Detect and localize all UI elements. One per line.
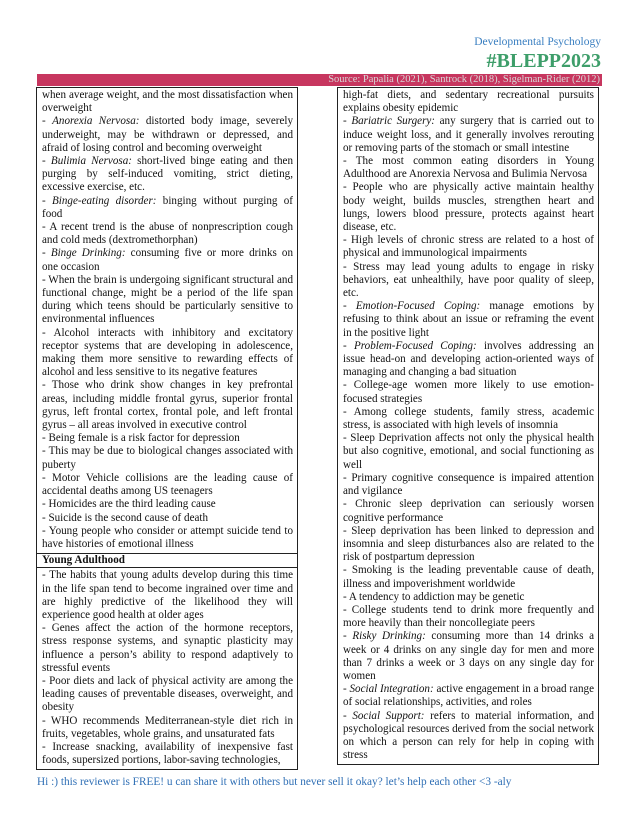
note-text: - The most common eating disorders in Young Adulthood are Anorexia Nervosa and Bulimia Nervosa (343, 155, 594, 181)
note-text: high-fat diets, and sedentary recreational pursuits explains obesity epidemic (343, 89, 594, 115)
note-term: Anorexia Nervosa: (52, 115, 140, 128)
note-item (42, 445, 293, 471)
note-text: - Young people who consider or attempt suicide tend to have histories of emotional illness (42, 524, 293, 550)
note-text: - WHO recommends Mediterranean-style diet rich in fruits, vegetables, whole grains, and unsaturated fats (42, 714, 293, 740)
note-text: short-lived binge eating and then purging by self-induced vomiting, strict dieting, excessive exercise, etc. (42, 155, 293, 194)
note-item (343, 261, 594, 301)
note-bullet: - (42, 115, 53, 128)
note-bullet: - (343, 709, 353, 722)
note-text: - Genes affect the action of the hormone receptors, stress response systems, and synaptic plasticity may influence a person’s ability to respond adaptively to stressful events (42, 622, 293, 674)
note-item (343, 432, 594, 472)
note-item (343, 564, 594, 590)
note-item (343, 181, 594, 234)
note-item (343, 115, 594, 155)
note-text: - Motor Vehicle collisions are the leading cause of accidental deaths among US teenagers (42, 471, 293, 498)
note-item (42, 512, 293, 525)
subject-title: Developmental Psychology (474, 36, 601, 48)
note-item (343, 683, 594, 709)
note-text: binging without purging of food (42, 194, 294, 220)
right-column (337, 87, 599, 765)
note-item (42, 221, 293, 247)
note-text: - Increase snacking, availability of inexpensive fast foods, supersized portions, labor-saving technologies, (42, 740, 293, 767)
note-text: - Stress may lead young adults to engage in risky behaviors, eat unhealthily, have poor quality of sleep, etc. (343, 260, 594, 300)
note-item (42, 379, 293, 432)
note-item (343, 234, 594, 260)
note-item (42, 89, 293, 115)
note-item (42, 675, 293, 715)
right-section (338, 88, 598, 764)
note-term: Problem-Focused Coping: (353, 339, 477, 352)
note-text: any surgery that is carried out to induce weight loss, and it generally involves rerouting or removing parts of the stomach or small intestine (343, 115, 595, 154)
note-item (42, 715, 293, 741)
note-item (42, 432, 293, 445)
note-item (42, 155, 293, 195)
note-item (343, 525, 594, 565)
note-text: distorted body image, severely underweight, may be withdrawn or depressed, and afraid of losing control and becoming overweight (42, 115, 293, 154)
note-term: Risky Drinking: (352, 630, 426, 643)
note-text: - College students tend to drink more frequently and more heavily than their noncollegiate peers (343, 603, 594, 630)
note-text: - This may be due to biological changes associated with puberty (42, 445, 293, 471)
note-bullet: - (343, 300, 356, 313)
note-text: - A tendency to addiction may be genetic (343, 590, 525, 603)
note-item (343, 472, 594, 498)
note-text: - High levels of chronic stress are related to a host of physical and immunological impairments (343, 234, 594, 260)
note-text: refers to material information, and psychological resources derived from the social network on which a person can rely for help in coping with stress (343, 709, 594, 762)
note-bullet: - (42, 155, 51, 168)
note-text: when average weight, and the most dissatisfaction when overweight (42, 89, 293, 115)
note-text: - Alcohol interacts with inhibitory and excitatory receptor systems that are developing in adolescence, making them more sensitive to rewarding effects of alcohol and less sensitive to its negative features (42, 326, 293, 379)
section-heading-young-adulthood: Young Adulthood (37, 553, 297, 568)
note-term: Social Support: (352, 709, 425, 722)
footer-note: Hi :) this reviewer is FREE! u can share it with others but never sell it okay? let’s help each other <3 -aly (37, 776, 512, 788)
note-text: consuming more than 14 drinks a week or 4 drinks on any single day for men and more than 7 drinks a week or 3 days on any single day for women (343, 630, 594, 682)
note-item (42, 498, 293, 511)
note-item (343, 630, 594, 683)
note-text: - Homicides are the third leading cause (42, 498, 216, 511)
note-bullet: - (343, 115, 352, 128)
note-item (343, 406, 594, 432)
note-text: - Smoking is the leading preventable cause of death, illness and impoverishment worldwide (343, 564, 594, 590)
note-bullet: - (343, 339, 354, 352)
note-item (42, 569, 293, 622)
note-term: Emotion-Focused Coping: (355, 300, 481, 313)
note-text: - When the brain is undergoing significant structural and functional change, might be a period of the life span during which teens should be particularly sensitive to environmental influences (42, 273, 293, 326)
note-term: Bulimia Nervosa: (50, 155, 132, 168)
note-text: - Chronic sleep deprivation can seriously worsen cognitive performance (343, 498, 594, 524)
note-item (343, 340, 594, 380)
note-item (42, 115, 293, 155)
note-item (343, 300, 594, 340)
note-item (343, 710, 594, 763)
hashtag-title: #BLEPP2023 (486, 50, 601, 72)
note-item (42, 247, 293, 273)
note-text: - Poor diets and lack of physical activity are among the leading causes of preventable diseases, overweight, and obesity (42, 674, 293, 714)
note-text: - Primary cognitive consequence is impaired attention and vigilance (343, 471, 594, 498)
note-bullet: - (343, 630, 353, 643)
note-item (343, 89, 594, 115)
note-item (42, 622, 293, 675)
note-text: - Among college students, family stress, academic stress, is associated with high levels of insomnia (343, 405, 594, 432)
note-item (343, 155, 594, 181)
left-bottom-section (37, 568, 297, 769)
note-item (42, 741, 293, 767)
note-text: involves addressing an issue head-on and developing action-oriented ways of managing and changing a bad situation (343, 339, 594, 379)
note-item (343, 591, 594, 604)
note-item (42, 525, 293, 551)
note-text: - College-age women more likely to use emotion-focused strategies (343, 379, 594, 405)
note-item (343, 604, 594, 630)
note-bullet: - (42, 247, 51, 260)
left-column (36, 87, 298, 770)
note-term: Social Integration: (349, 683, 434, 696)
note-term: Binge-eating disorder: (52, 194, 157, 207)
note-item (42, 195, 293, 221)
note-text: - Being female is a risk factor for depression (42, 432, 240, 445)
note-term: Bariatric Surgery: (351, 115, 436, 128)
note-item (343, 379, 594, 405)
note-text: - Sleep deprivation has been linked to depression and insomnia and sleep disturbances also are related to the risk of postpartum depression (343, 524, 594, 564)
note-bullet: - (343, 683, 350, 696)
note-bullet: - (42, 194, 52, 207)
note-text: - People who are physically active maintain healthy body weight, builds muscles, strengthen heart and lungs, lowers blood pressure, protects against heart disease, etc. (343, 181, 594, 234)
note-item (343, 498, 594, 524)
note-text: - Suicide is the second cause of death (42, 511, 209, 524)
left-top-section (37, 88, 297, 553)
note-text: manage emotions by refusing to think about an issue or reframing the event in the positive light (343, 300, 595, 339)
note-item (42, 274, 293, 327)
source-bar: Source: Papalia (2021), Santrock (2018), Sigelman-Rider (2012) (37, 74, 602, 86)
note-text: - Those who drink show changes in key prefrontal areas, including middle frontal gyrus, superior frontal gyrus, left frontal cortex, frontal pole, and left frontal gyrus – all areas involved in executive control (42, 379, 293, 432)
note-text: active engagement in a broad range of social relationships, activities, and roles (343, 683, 594, 709)
note-text: - A recent trend is the abuse of nonprescription cough and cold meds (dextromethorphan) (42, 221, 293, 247)
note-item (42, 472, 293, 498)
note-item (42, 327, 293, 380)
note-text: consuming five or more drinks on one occasion (42, 247, 294, 273)
note-text: - The habits that young adults develop during this time in the life span tend to become ingrained over time and are highly predictive of the likelihood they will experience good health at older ages (42, 569, 293, 621)
note-term: Binge Drinking: (50, 247, 126, 260)
note-text: - Sleep Deprivation affects not only the physical health but also cognitive, emotional, and social functioning as well (343, 432, 594, 471)
